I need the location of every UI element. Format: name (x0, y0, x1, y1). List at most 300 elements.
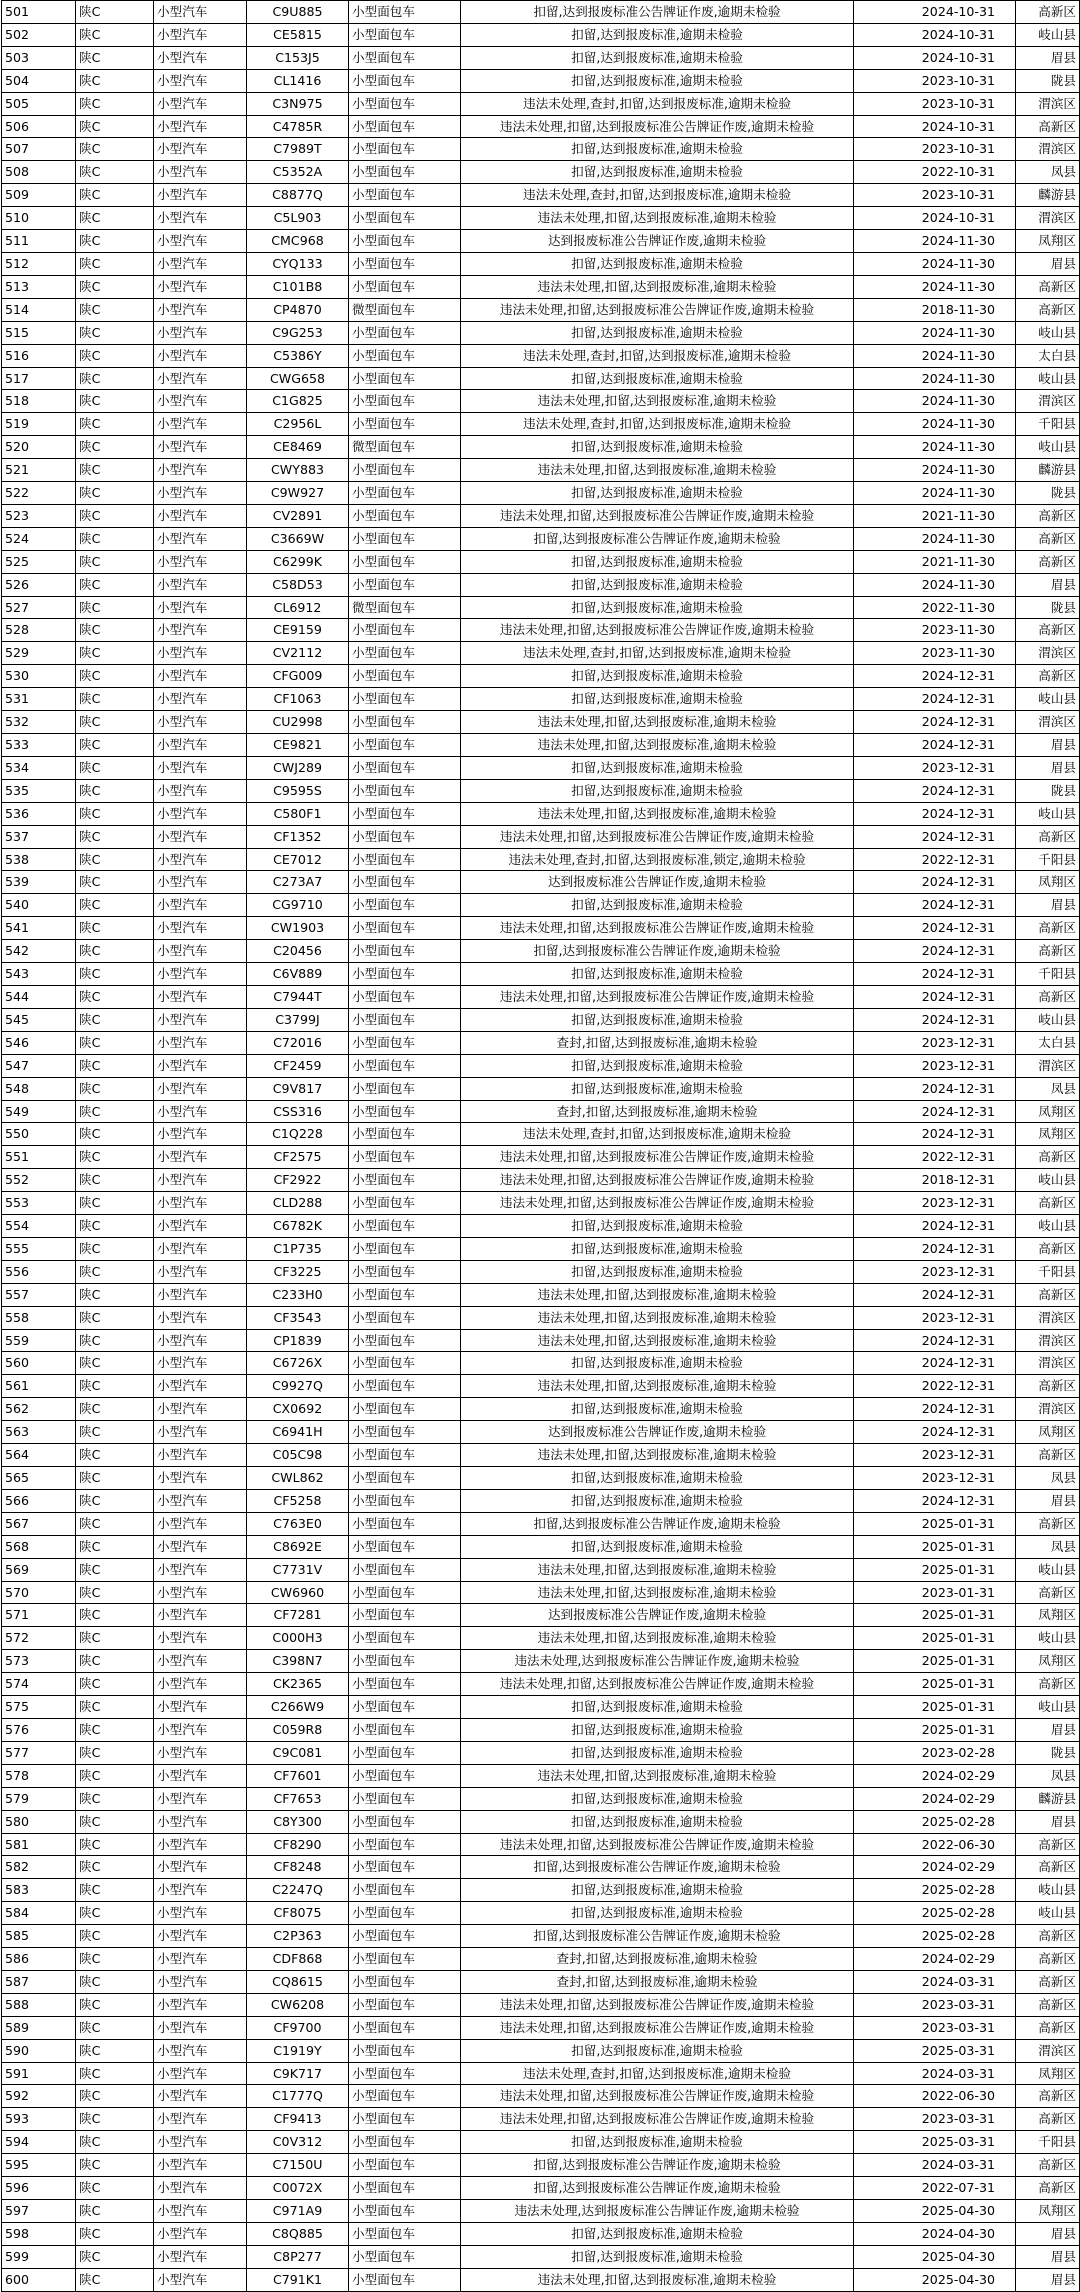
row-number-cell: 553 (2, 1192, 76, 1215)
plate-number-cell: C8692E (247, 1535, 349, 1558)
plate-number-cell: C9C081 (247, 1741, 349, 1764)
row-number-cell: 566 (2, 1489, 76, 1512)
body-type-cell: 小型面包车 (349, 779, 461, 802)
province-code-cell: 陕C (76, 2177, 154, 2200)
plate-number-cell: C101B8 (247, 275, 349, 298)
body-type-cell: 小型面包车 (349, 367, 461, 390)
date-cell: 2024-12-31 (854, 1123, 1016, 1146)
date-cell: 2025-03-31 (854, 2039, 1016, 2062)
province-code-cell: 陕C (76, 413, 154, 436)
province-code-cell: 陕C (76, 390, 154, 413)
status-cell: 查封,扣留,达到报废标准,逾期未检验 (461, 1970, 854, 1993)
table-row (2, 46, 1080, 69)
row-number-cell: 501 (2, 1, 76, 24)
district-cell: 麟游县 (1016, 184, 1080, 207)
table-row (2, 871, 1080, 894)
row-number-cell: 561 (2, 1375, 76, 1398)
status-cell: 违法未处理,查封,扣留,达到报废标准,逾期未检验 (461, 1123, 854, 1146)
province-code-cell: 陕C (76, 1031, 154, 1054)
body-type-cell: 小型面包车 (349, 115, 461, 138)
row-number-cell: 513 (2, 275, 76, 298)
vehicle-type-cell: 小型汽车 (154, 1352, 247, 1375)
vehicle-type-cell: 小型汽车 (154, 1192, 247, 1215)
district-cell: 高新区 (1016, 504, 1080, 527)
table-row (2, 1604, 1080, 1627)
district-cell: 岐山县 (1016, 1696, 1080, 1719)
vehicle-type-cell: 小型汽车 (154, 1558, 247, 1581)
status-cell: 查封,扣留,达到报废标准,逾期未检验 (461, 1948, 854, 1971)
vehicle-type-cell: 小型汽车 (154, 1902, 247, 1925)
province-code-cell: 陕C (76, 1260, 154, 1283)
status-cell: 扣留,达到报废标准,逾期未检验 (461, 550, 854, 573)
district-cell: 高新区 (1016, 1993, 1080, 2016)
plate-number-cell: C971A9 (247, 2200, 349, 2223)
date-cell: 2024-12-31 (854, 940, 1016, 963)
status-cell: 扣留,达到报废标准,逾期未检验 (461, 1696, 854, 1719)
province-code-cell: 陕C (76, 2268, 154, 2291)
table-row (2, 1169, 1080, 1192)
province-code-cell: 陕C (76, 1444, 154, 1467)
province-code-cell: 陕C (76, 344, 154, 367)
row-number-cell: 538 (2, 848, 76, 871)
status-cell: 扣留,达到报废标准公告牌证作废,逾期未检验 (461, 1925, 854, 1948)
province-code-cell: 陕C (76, 2016, 154, 2039)
province-code-cell: 陕C (76, 1512, 154, 1535)
district-cell: 高新区 (1016, 527, 1080, 550)
vehicle-type-cell: 小型汽车 (154, 734, 247, 757)
plate-number-cell: C7150U (247, 2154, 349, 2177)
row-number-cell: 543 (2, 963, 76, 986)
vehicle-type-cell: 小型汽车 (154, 1, 247, 24)
row-number-cell: 554 (2, 1215, 76, 1238)
plate-number-cell: C7944T (247, 985, 349, 1008)
body-type-cell: 小型面包车 (349, 2016, 461, 2039)
vehicle-type-cell: 小型汽车 (154, 436, 247, 459)
table-row (2, 2200, 1080, 2223)
vehicle-type-cell: 小型汽车 (154, 482, 247, 505)
body-type-cell: 小型面包车 (349, 963, 461, 986)
table-row (2, 1696, 1080, 1719)
body-type-cell: 小型面包车 (349, 1902, 461, 1925)
status-cell: 违法未处理,查封,扣留,达到报废标准,逾期未检验 (461, 344, 854, 367)
province-code-cell: 陕C (76, 1237, 154, 1260)
status-cell: 扣留,达到报废标准公告牌证作废,逾期未检验 (461, 2154, 854, 2177)
body-type-cell: 小型面包车 (349, 1169, 461, 1192)
plate-number-cell: C2P363 (247, 1925, 349, 1948)
table-row (2, 1558, 1080, 1581)
row-number-cell: 558 (2, 1306, 76, 1329)
date-cell: 2025-01-31 (854, 1604, 1016, 1627)
district-cell: 凤翔区 (1016, 2062, 1080, 2085)
district-cell: 高新区 (1016, 1673, 1080, 1696)
body-type-cell: 小型面包车 (349, 138, 461, 161)
vehicle-type-cell: 小型汽车 (154, 1444, 247, 1467)
table-row (2, 779, 1080, 802)
province-code-cell: 陕C (76, 321, 154, 344)
status-cell: 扣留,达到报废标准,逾期未检验 (461, 1467, 854, 1490)
status-cell: 违法未处理,查封,扣留,达到报废标准,逾期未检验 (461, 2062, 854, 2085)
vehicle-type-cell: 小型汽车 (154, 1673, 247, 1696)
province-code-cell: 陕C (76, 1856, 154, 1879)
province-code-cell: 陕C (76, 711, 154, 734)
status-cell: 扣留,达到报废标准,逾期未检验 (461, 482, 854, 505)
plate-number-cell: C273A7 (247, 871, 349, 894)
vehicle-type-cell: 小型汽车 (154, 1948, 247, 1971)
date-cell: 2021-11-30 (854, 550, 1016, 573)
vehicle-type-cell: 小型汽车 (154, 756, 247, 779)
table-row (2, 802, 1080, 825)
body-type-cell: 小型面包车 (349, 1650, 461, 1673)
plate-number-cell: CE5815 (247, 23, 349, 46)
district-cell: 眉县 (1016, 2268, 1080, 2291)
date-cell: 2023-12-31 (854, 1031, 1016, 1054)
table-row (2, 504, 1080, 527)
date-cell: 2024-11-30 (854, 482, 1016, 505)
status-cell: 达到报废标准公告牌证作废,逾期未检验 (461, 871, 854, 894)
status-cell: 扣留,达到报废标准,逾期未检验 (461, 1489, 854, 1512)
table-row (2, 92, 1080, 115)
plate-number-cell: C791K1 (247, 2268, 349, 2291)
table-row (2, 184, 1080, 207)
province-code-cell: 陕C (76, 688, 154, 711)
status-cell: 扣留,达到报废标准,逾期未检验 (461, 252, 854, 275)
date-cell: 2023-02-28 (854, 1741, 1016, 1764)
district-cell: 渭滨区 (1016, 390, 1080, 413)
table-row (2, 1123, 1080, 1146)
row-number-cell: 515 (2, 321, 76, 344)
status-cell: 扣留,达到报废标准,逾期未检验 (461, 2222, 854, 2245)
body-type-cell: 小型面包车 (349, 504, 461, 527)
district-cell: 眉县 (1016, 734, 1080, 757)
status-cell: 违法未处理,扣留,达到报废标准公告牌证作废,逾期未检验 (461, 504, 854, 527)
province-code-cell: 陕C (76, 436, 154, 459)
body-type-cell: 小型面包车 (349, 69, 461, 92)
district-cell: 凤县 (1016, 161, 1080, 184)
status-cell: 达到报废标准公告牌证作废,逾期未检验 (461, 1604, 854, 1627)
body-type-cell: 小型面包车 (349, 1535, 461, 1558)
row-number-cell: 595 (2, 2154, 76, 2177)
province-code-cell: 陕C (76, 1604, 154, 1627)
row-number-cell: 576 (2, 1718, 76, 1741)
district-cell: 高新区 (1016, 298, 1080, 321)
district-cell: 高新区 (1016, 940, 1080, 963)
row-number-cell: 593 (2, 2108, 76, 2131)
status-cell: 扣留,达到报废标准,逾期未检验 (461, 161, 854, 184)
date-cell: 2023-12-31 (854, 1306, 1016, 1329)
status-cell: 扣留,达到报废标准,逾期未检验 (461, 1787, 854, 1810)
province-code-cell: 陕C (76, 1810, 154, 1833)
status-cell: 扣留,达到报废标准公告牌证作废,逾期未检验 (461, 1512, 854, 1535)
body-type-cell: 小型面包车 (349, 2177, 461, 2200)
table-row (2, 161, 1080, 184)
body-type-cell: 小型面包车 (349, 459, 461, 482)
district-cell: 千阳县 (1016, 413, 1080, 436)
vehicle-type-cell: 小型汽车 (154, 138, 247, 161)
body-type-cell: 小型面包车 (349, 1970, 461, 1993)
date-cell: 2024-12-31 (854, 894, 1016, 917)
table-row (2, 688, 1080, 711)
row-number-cell: 508 (2, 161, 76, 184)
plate-number-cell: C1G825 (247, 390, 349, 413)
row-number-cell: 521 (2, 459, 76, 482)
vehicle-type-cell: 小型汽车 (154, 1856, 247, 1879)
row-number-cell: 568 (2, 1535, 76, 1558)
province-code-cell: 陕C (76, 1306, 154, 1329)
table-row (2, 1146, 1080, 1169)
status-cell: 违法未处理,扣留,达到报废标准,逾期未检验 (461, 1329, 854, 1352)
district-cell: 千阳县 (1016, 2131, 1080, 2154)
date-cell: 2024-12-31 (854, 779, 1016, 802)
date-cell: 2024-12-31 (854, 711, 1016, 734)
vehicle-type-cell: 小型汽车 (154, 92, 247, 115)
status-cell: 扣留,达到报废标准,逾期未检验 (461, 963, 854, 986)
vehicle-type-cell: 小型汽车 (154, 1650, 247, 1673)
status-cell: 违法未处理,扣留,达到报废标准公告牌证作废,逾期未检验 (461, 2085, 854, 2108)
body-type-cell: 小型面包车 (349, 802, 461, 825)
province-code-cell: 陕C (76, 1146, 154, 1169)
status-cell: 扣留,达到报废标准,逾期未检验 (461, 688, 854, 711)
status-cell: 违法未处理,扣留,达到报废标准公告牌证作废,逾期未检验 (461, 2016, 854, 2039)
status-cell: 违法未处理,扣留,达到报废标准,逾期未检验 (461, 1558, 854, 1581)
status-cell: 违法未处理,扣留,达到报废标准,逾期未检验 (461, 2268, 854, 2291)
body-type-cell: 小型面包车 (349, 184, 461, 207)
province-code-cell: 陕C (76, 848, 154, 871)
table-row (2, 1031, 1080, 1054)
row-number-cell: 571 (2, 1604, 76, 1627)
date-cell: 2025-01-31 (854, 1673, 1016, 1696)
date-cell: 2024-12-31 (854, 917, 1016, 940)
body-type-cell: 小型面包车 (349, 482, 461, 505)
table-row (2, 1306, 1080, 1329)
province-code-cell: 陕C (76, 2154, 154, 2177)
date-cell: 2022-11-30 (854, 596, 1016, 619)
date-cell: 2024-12-31 (854, 1489, 1016, 1512)
plate-number-cell: CE9821 (247, 734, 349, 757)
date-cell: 2023-03-31 (854, 2016, 1016, 2039)
date-cell: 2024-10-31 (854, 1, 1016, 24)
date-cell: 2025-01-31 (854, 1535, 1016, 1558)
vehicle-type-cell: 小型汽车 (154, 940, 247, 963)
date-cell: 2024-11-30 (854, 413, 1016, 436)
vehicle-type-cell: 小型汽车 (154, 1283, 247, 1306)
plate-number-cell: CF7281 (247, 1604, 349, 1627)
vehicle-type-cell: 小型汽车 (154, 1833, 247, 1856)
body-type-cell: 小型面包车 (349, 1215, 461, 1238)
vehicle-type-cell: 小型汽车 (154, 1535, 247, 1558)
date-cell: 2024-03-31 (854, 1970, 1016, 1993)
plate-number-cell: C059R8 (247, 1718, 349, 1741)
table-row (2, 207, 1080, 230)
row-number-cell: 590 (2, 2039, 76, 2062)
plate-number-cell: C7989T (247, 138, 349, 161)
status-cell: 违法未处理,查封,扣留,达到报废标准,锁定,逾期未检验 (461, 848, 854, 871)
table-row (2, 69, 1080, 92)
status-cell: 达到报废标准公告牌证作废,逾期未检验 (461, 230, 854, 253)
date-cell: 2023-12-31 (854, 1054, 1016, 1077)
district-cell: 高新区 (1016, 2154, 1080, 2177)
body-type-cell: 小型面包车 (349, 1627, 461, 1650)
table-row (2, 2268, 1080, 2291)
body-type-cell: 小型面包车 (349, 2062, 461, 2085)
status-cell: 查封,扣留,达到报废标准,逾期未检验 (461, 1100, 854, 1123)
body-type-cell: 小型面包车 (349, 1, 461, 24)
vehicle-type-cell: 小型汽车 (154, 1077, 247, 1100)
table-row (2, 1444, 1080, 1467)
vehicle-type-cell: 小型汽车 (154, 1604, 247, 1627)
district-cell: 陇县 (1016, 1741, 1080, 1764)
body-type-cell: 小型面包车 (349, 940, 461, 963)
vehicle-type-cell: 小型汽车 (154, 711, 247, 734)
province-code-cell: 陕C (76, 69, 154, 92)
plate-number-cell: C763E0 (247, 1512, 349, 1535)
table-row (2, 1467, 1080, 1490)
table-row (2, 1100, 1080, 1123)
district-cell: 岐山县 (1016, 1215, 1080, 1238)
table-row (2, 573, 1080, 596)
vehicle-table (1, 0, 1080, 2292)
status-cell: 违法未处理,扣留,达到报废标准,逾期未检验 (461, 275, 854, 298)
vehicle-type-cell: 小型汽车 (154, 1810, 247, 1833)
vehicle-type-cell: 小型汽车 (154, 1879, 247, 1902)
plate-number-cell: C8P277 (247, 2245, 349, 2268)
vehicle-type-cell: 小型汽车 (154, 1215, 247, 1238)
status-cell: 扣留,达到报废标准,逾期未检验 (461, 1237, 854, 1260)
body-type-cell: 小型面包车 (349, 2222, 461, 2245)
status-cell: 扣留,达到报废标准,逾期未检验 (461, 1077, 854, 1100)
plate-number-cell: C3N975 (247, 92, 349, 115)
vehicle-type-cell: 小型汽车 (154, 985, 247, 1008)
plate-number-cell: CE8469 (247, 436, 349, 459)
date-cell: 2022-10-31 (854, 161, 1016, 184)
body-type-cell: 小型面包车 (349, 734, 461, 757)
body-type-cell: 小型面包车 (349, 1993, 461, 2016)
district-cell: 渭滨区 (1016, 642, 1080, 665)
status-cell: 违法未处理,扣留,达到报废标准公告牌证作废,逾期未检验 (461, 985, 854, 1008)
district-cell: 凤县 (1016, 1077, 1080, 1100)
row-number-cell: 564 (2, 1444, 76, 1467)
province-code-cell: 陕C (76, 1970, 154, 1993)
province-code-cell: 陕C (76, 665, 154, 688)
row-number-cell: 562 (2, 1398, 76, 1421)
province-code-cell: 陕C (76, 1948, 154, 1971)
date-cell: 2024-12-31 (854, 1008, 1016, 1031)
body-type-cell: 小型面包车 (349, 1489, 461, 1512)
date-cell: 2024-11-30 (854, 459, 1016, 482)
plate-number-cell: CF7601 (247, 1764, 349, 1787)
date-cell: 2024-02-29 (854, 1948, 1016, 1971)
status-cell: 扣留,达到报废标准,逾期未检验 (461, 2039, 854, 2062)
district-cell: 渭滨区 (1016, 1329, 1080, 1352)
district-cell: 高新区 (1016, 1833, 1080, 1856)
province-code-cell: 陕C (76, 138, 154, 161)
status-cell: 违法未处理,扣留,达到报废标准公告牌证作废,逾期未检验 (461, 2108, 854, 2131)
table-row (2, 1283, 1080, 1306)
date-cell: 2024-12-31 (854, 688, 1016, 711)
table-row (2, 2062, 1080, 2085)
plate-number-cell: CL6912 (247, 596, 349, 619)
row-number-cell: 548 (2, 1077, 76, 1100)
plate-number-cell: CF7653 (247, 1787, 349, 1810)
status-cell: 违法未处理,扣留,达到报废标准公告牌证作废,逾期未检验 (461, 1192, 854, 1215)
date-cell: 2024-03-31 (854, 2062, 1016, 2085)
date-cell: 2024-12-31 (854, 1215, 1016, 1238)
table-row (2, 1352, 1080, 1375)
row-number-cell: 573 (2, 1650, 76, 1673)
vehicle-type-cell: 小型汽车 (154, 2154, 247, 2177)
vehicle-type-cell: 小型汽车 (154, 1421, 247, 1444)
row-number-cell: 546 (2, 1031, 76, 1054)
body-type-cell: 小型面包车 (349, 23, 461, 46)
plate-number-cell: CF1063 (247, 688, 349, 711)
body-type-cell: 小型面包车 (349, 1352, 461, 1375)
status-cell: 违法未处理,达到报废标准公告牌证作废,逾期未检验 (461, 1650, 854, 1673)
body-type-cell: 小型面包车 (349, 1375, 461, 1398)
body-type-cell: 小型面包车 (349, 756, 461, 779)
date-cell: 2023-12-31 (854, 756, 1016, 779)
district-cell: 凤县 (1016, 1535, 1080, 1558)
status-cell: 违法未处理,扣留,达到报废标准,逾期未检验 (461, 1444, 854, 1467)
date-cell: 2018-12-31 (854, 1169, 1016, 1192)
vehicle-type-cell: 小型汽车 (154, 2177, 247, 2200)
district-cell: 高新区 (1016, 619, 1080, 642)
body-type-cell: 小型面包车 (349, 1833, 461, 1856)
date-cell: 2025-01-31 (854, 1512, 1016, 1535)
province-code-cell: 陕C (76, 1192, 154, 1215)
body-type-cell: 微型面包车 (349, 596, 461, 619)
table-row (2, 894, 1080, 917)
body-type-cell: 小型面包车 (349, 1398, 461, 1421)
vehicle-type-cell: 小型汽车 (154, 550, 247, 573)
district-cell: 渭滨区 (1016, 1306, 1080, 1329)
province-code-cell: 陕C (76, 550, 154, 573)
vehicle-type-cell: 小型汽车 (154, 2062, 247, 2085)
plate-number-cell: C72016 (247, 1031, 349, 1054)
table-row (2, 1398, 1080, 1421)
body-type-cell: 微型面包车 (349, 298, 461, 321)
row-number-cell: 517 (2, 367, 76, 390)
plate-number-cell: CDF868 (247, 1948, 349, 1971)
plate-number-cell: C0072X (247, 2177, 349, 2200)
body-type-cell: 小型面包车 (349, 321, 461, 344)
province-code-cell: 陕C (76, 2062, 154, 2085)
date-cell: 2022-06-30 (854, 2085, 1016, 2108)
province-code-cell: 陕C (76, 23, 154, 46)
vehicle-type-cell: 小型汽车 (154, 1696, 247, 1719)
body-type-cell: 微型面包车 (349, 436, 461, 459)
province-code-cell: 陕C (76, 252, 154, 275)
vehicle-type-cell: 小型汽车 (154, 230, 247, 253)
row-number-cell: 522 (2, 482, 76, 505)
status-cell: 违法未处理,扣留,达到报废标准,逾期未检验 (461, 1306, 854, 1329)
body-type-cell: 小型面包车 (349, 1604, 461, 1627)
row-number-cell: 581 (2, 1833, 76, 1856)
table-row (2, 665, 1080, 688)
district-cell: 凤县 (1016, 1764, 1080, 1787)
date-cell: 2025-03-31 (854, 2131, 1016, 2154)
province-code-cell: 陕C (76, 1764, 154, 1787)
table-row (2, 1535, 1080, 1558)
vehicle-type-cell: 小型汽车 (154, 1169, 247, 1192)
vehicle-type-cell: 小型汽车 (154, 802, 247, 825)
table-row (2, 963, 1080, 986)
province-code-cell: 陕C (76, 207, 154, 230)
province-code-cell: 陕C (76, 527, 154, 550)
district-cell: 岐山县 (1016, 1902, 1080, 1925)
district-cell: 高新区 (1016, 1237, 1080, 1260)
table-row (2, 482, 1080, 505)
province-code-cell: 陕C (76, 985, 154, 1008)
status-cell: 扣留,达到报废标准,逾期未检验 (461, 665, 854, 688)
